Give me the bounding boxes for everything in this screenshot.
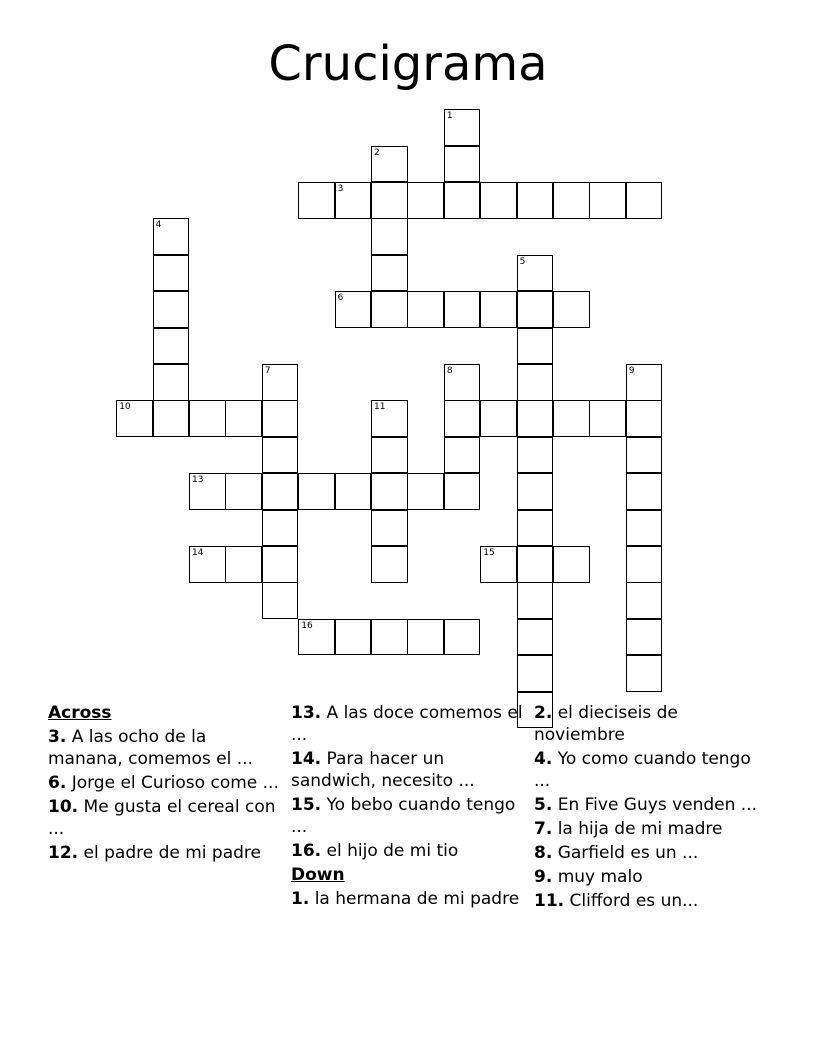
clue-number: 6.: [48, 773, 67, 793]
grid-cell[interactable]: [553, 182, 590, 219]
grid-cell[interactable]: [517, 546, 554, 583]
down-clue: [534, 702, 766, 746]
clue-text: el padre de mi padre: [83, 843, 262, 863]
clue-number-label: 10: [119, 402, 131, 413]
grid-cell[interactable]: [444, 146, 481, 183]
grid-cell[interactable]: [407, 182, 444, 219]
clue-number: 3.: [48, 727, 67, 747]
grid-cell-7[interactable]: [262, 364, 299, 401]
grid-cell[interactable]: [626, 473, 663, 510]
grid-cell[interactable]: [371, 473, 408, 510]
grid-cell-6[interactable]: [335, 291, 372, 328]
clues-column-1: [48, 702, 280, 866]
clue-number: 1.: [291, 889, 310, 909]
clue-number: 7.: [534, 819, 553, 839]
grid-cell[interactable]: [153, 328, 190, 365]
clues-column-2: [291, 702, 523, 912]
grid-cell[interactable]: [517, 473, 554, 510]
grid-cell[interactable]: [480, 182, 517, 219]
grid-cell[interactable]: [626, 182, 663, 219]
across-clue: [291, 702, 523, 746]
grid-cell[interactable]: [626, 546, 663, 583]
grid-cell[interactable]: [407, 473, 444, 510]
down-clue: [534, 866, 766, 888]
grid-cell[interactable]: [517, 328, 554, 365]
clue-number: 2.: [534, 703, 553, 723]
grid-cell-2[interactable]: [371, 146, 408, 183]
grid-cell-11[interactable]: [371, 400, 408, 437]
grid-cell[interactable]: [371, 546, 408, 583]
grid-cell-14[interactable]: [189, 546, 226, 583]
grid-cell[interactable]: [298, 473, 335, 510]
clue-number: 12.: [48, 843, 79, 863]
grid-cell-10[interactable]: [116, 400, 153, 437]
clue-number-label: 16: [301, 620, 313, 631]
clue-text: la hermana de mi padre: [314, 889, 520, 909]
clue-text: el dieciseis de noviembre: [534, 703, 678, 745]
grid-cell[interactable]: [407, 619, 444, 656]
clue-number-label: 5: [519, 256, 526, 267]
grid-cell[interactable]: [480, 291, 517, 328]
clue-number: 8.: [534, 843, 553, 863]
grid-cell[interactable]: [553, 400, 590, 437]
grid-cell[interactable]: [262, 582, 299, 619]
grid-cell-4[interactable]: [153, 218, 190, 255]
clue-text: muy malo: [557, 867, 643, 887]
grid-cell[interactable]: [517, 510, 554, 547]
clues-column-3: [534, 702, 766, 914]
grid-cell-15[interactable]: [480, 546, 517, 583]
clue-number: 5.: [534, 795, 553, 815]
grid-cell[interactable]: [153, 400, 190, 437]
clue-text: Yo bebo cuando tengo ...: [291, 795, 516, 837]
down-clue: [534, 748, 766, 792]
grid-cell[interactable]: [626, 582, 663, 619]
grid-cell[interactable]: [626, 437, 663, 474]
grid-cell[interactable]: [517, 182, 554, 219]
grid-cell[interactable]: [626, 619, 663, 656]
grid-cell-1[interactable]: [444, 109, 481, 146]
grid-cell[interactable]: [262, 437, 299, 474]
clue-text: A las ocho de la manana, comemos el ...: [48, 727, 253, 769]
grid-cell[interactable]: [517, 364, 554, 401]
grid-cell[interactable]: [517, 582, 554, 619]
grid-cell-16[interactable]: [298, 619, 335, 656]
grid-cell[interactable]: [589, 182, 626, 219]
across-clue: [291, 794, 523, 838]
grid-cell[interactable]: [553, 291, 590, 328]
grid-cell[interactable]: [225, 400, 262, 437]
grid-cell[interactable]: [371, 437, 408, 474]
grid-cell[interactable]: [225, 546, 262, 583]
clue-number-label: 1: [446, 111, 453, 122]
clue-number-label: 4: [155, 220, 162, 231]
clue-number: 11.: [534, 891, 565, 911]
grid-cell[interactable]: [444, 619, 481, 656]
clue-number-label: 6: [337, 293, 344, 304]
across-clue: [48, 796, 280, 840]
clue-text: Para hacer un sandwich, necesito ...: [291, 749, 475, 791]
grid-cell[interactable]: [335, 619, 372, 656]
grid-cell[interactable]: [444, 437, 481, 474]
clue-text: Me gusta el cereal con ...: [48, 797, 276, 839]
grid-cell[interactable]: [153, 364, 190, 401]
clue-number-label: 14: [192, 548, 204, 559]
across-clue: [291, 840, 523, 862]
clue-text: Yo como cuando tengo ...: [534, 749, 751, 791]
grid-cell[interactable]: [225, 473, 262, 510]
grid-cell[interactable]: [189, 400, 226, 437]
clue-text: Garfield es un ...: [557, 843, 699, 863]
clue-number: 9.: [534, 867, 553, 887]
across-clue: [48, 726, 280, 770]
across-heading: Across: [48, 703, 112, 723]
grid-cell[interactable]: [444, 400, 481, 437]
grid-cell-9[interactable]: [626, 364, 663, 401]
grid-cell[interactable]: [480, 400, 517, 437]
clue-number-label: 15: [483, 548, 495, 559]
clue-number-label: 9: [628, 366, 635, 377]
grid-cell[interactable]: [517, 655, 554, 692]
clue-number: 14.: [291, 749, 322, 769]
grid-cell[interactable]: [335, 473, 372, 510]
grid-cell[interactable]: [444, 291, 481, 328]
grid-cell[interactable]: [262, 400, 299, 437]
grid-cell-13[interactable]: [189, 473, 226, 510]
across-clue: [291, 748, 523, 792]
clue-number: 16.: [291, 841, 322, 861]
grid-cell[interactable]: [298, 182, 335, 219]
grid-cell-8[interactable]: [444, 364, 481, 401]
grid-cell[interactable]: [407, 291, 444, 328]
across-clue: [48, 772, 280, 794]
down-clue: [534, 818, 766, 840]
grid-cell[interactable]: [517, 619, 554, 656]
down-clue: [534, 890, 766, 912]
grid-cell[interactable]: [517, 437, 554, 474]
clue-number: 4.: [534, 749, 553, 769]
grid-cell[interactable]: [371, 291, 408, 328]
across-clue: [48, 842, 280, 864]
grid-cell[interactable]: [153, 255, 190, 292]
grid-cell[interactable]: [553, 546, 590, 583]
grid-cell[interactable]: [626, 655, 663, 692]
clue-text: el hijo de mi tio: [326, 841, 459, 861]
down-clue: [534, 842, 766, 864]
grid-cell[interactable]: [444, 182, 481, 219]
clue-text: la hija de mi madre: [557, 819, 723, 839]
grid-cell[interactable]: [444, 473, 481, 510]
page-title: Crucigrama: [268, 36, 548, 92]
clue-number-label: 7: [264, 366, 271, 377]
clue-text: A las doce comemos el ...: [291, 703, 523, 745]
clue-text: En Five Guys venden ...: [557, 795, 758, 815]
grid-cell[interactable]: [153, 291, 190, 328]
down-clue: [291, 888, 523, 910]
grid-cell[interactable]: [262, 473, 299, 510]
clue-number: 13.: [291, 703, 322, 723]
clue-text: Clifford es un...: [569, 891, 699, 911]
grid-cell[interactable]: [626, 400, 663, 437]
grid-cell[interactable]: [626, 510, 663, 547]
clue-number-label: 3: [337, 184, 344, 195]
grid-cell[interactable]: [371, 182, 408, 219]
clue-number-label: 11: [374, 402, 386, 413]
clue-number-label: 13: [192, 475, 204, 486]
grid-cell[interactable]: [371, 255, 408, 292]
clue-number-label: 2: [374, 147, 380, 158]
grid-cell[interactable]: [589, 400, 626, 437]
down-clue: [534, 794, 766, 816]
grid-cell[interactable]: [371, 619, 408, 656]
grid-cell[interactable]: [262, 510, 299, 547]
clue-text: Jorge el Curioso come ...: [71, 773, 279, 793]
grid-cell[interactable]: [262, 546, 299, 583]
grid-cell[interactable]: [371, 218, 408, 255]
down-heading: Down: [291, 865, 345, 885]
grid-cell-5[interactable]: [517, 255, 554, 292]
grid-cell[interactable]: [517, 400, 554, 437]
grid-cell-3[interactable]: [335, 182, 372, 219]
clue-number-label: 8: [446, 366, 453, 377]
clue-number: 15.: [291, 795, 322, 815]
grid-cell[interactable]: [371, 510, 408, 547]
clue-number: 10.: [48, 797, 79, 817]
grid-cell[interactable]: [517, 291, 554, 328]
